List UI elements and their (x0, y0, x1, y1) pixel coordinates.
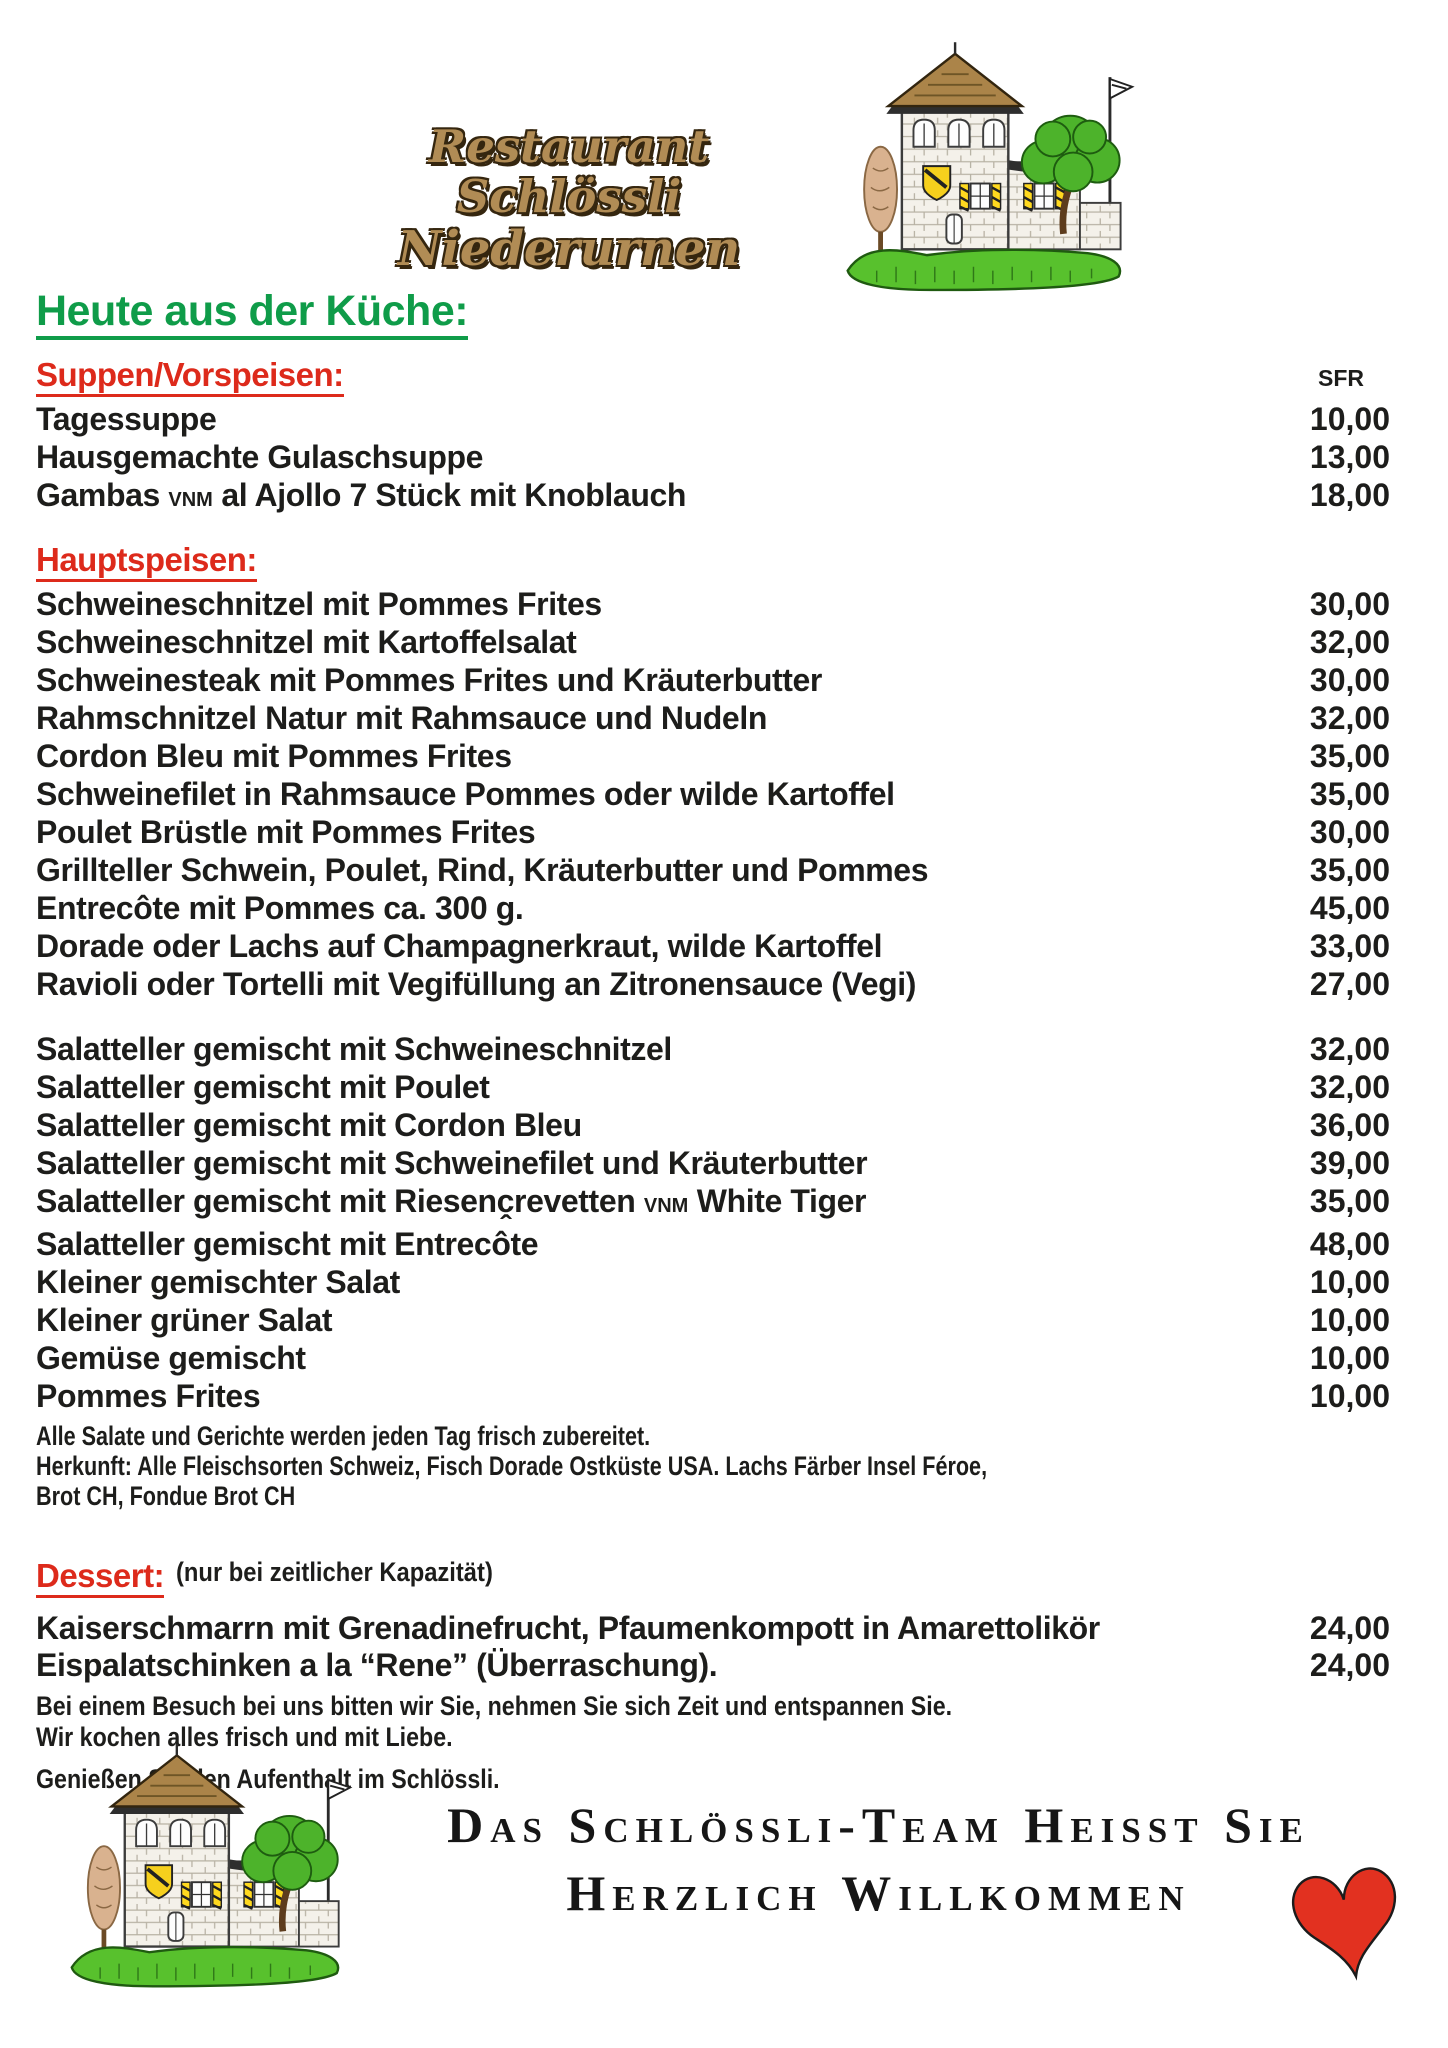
menu-item-name: Entrecôte mit Pommes ca. 300 g. (36, 890, 524, 926)
menu-item-row (36, 1339, 1390, 1377)
menu-item-name: Pommes Frites (36, 1378, 261, 1414)
menu-item-row (36, 889, 1390, 927)
menu-item-row (36, 965, 1390, 1003)
menu-item-price: 33,00 (1309, 928, 1390, 964)
section-heading-row (36, 541, 1390, 582)
note-line: Brot CH, Fondue Brot CH (36, 1481, 296, 1511)
dessert-availability-note: (nur bei zeitlicher Kapazität) (176, 1557, 493, 1587)
section-heading-row (36, 356, 1390, 397)
menu-item-row (36, 1610, 1390, 1647)
castle-illustration-bottom (62, 1744, 356, 1992)
menu-section (36, 1030, 1390, 1415)
vnm-marker: VNM (168, 489, 213, 511)
menu-item-row (36, 1144, 1390, 1182)
heart-icon (1272, 1849, 1424, 2004)
menu-item-row (36, 699, 1390, 737)
menu-item-row (36, 1377, 1390, 1415)
menu-item-row (36, 1301, 1390, 1339)
menu-item-row (36, 737, 1390, 775)
kitchen-notes (36, 1421, 1390, 1511)
menu-item-price: 24,00 (1309, 1647, 1390, 1683)
menu-item-price: 45,00 (1309, 890, 1390, 926)
menu-item-name: Salatteller gemischt mit Poulet (36, 1069, 490, 1105)
menu-item-price: 35,00 (1309, 1183, 1390, 1219)
menu-item-price: 18,00 (1309, 477, 1390, 513)
menu-item-row (36, 813, 1390, 851)
brand-location: Niederurnen (397, 221, 741, 277)
dessert-items (36, 1610, 1390, 1684)
menu-item-row (36, 1182, 1390, 1225)
menu-item-price: 32,00 (1309, 1069, 1390, 1105)
note-line: Herkunft: Alle Fleischsorten Schweiz, Fisch Dorade Ostküste USA. Lachs Färber Insel Féroe, (36, 1451, 988, 1481)
menu-item-row (36, 927, 1390, 965)
menu-item-name: Cordon Bleu mit Pommes Frites (36, 738, 512, 774)
menu-item-price: 32,00 (1309, 1031, 1390, 1067)
menu-item-row (36, 585, 1390, 623)
menu-item-name: Ravioli oder Tortelli mit Vegifüllung an Zitronensauce (Vegi) (36, 966, 917, 1002)
welcome-line-2: Herzlich Willkommen (566, 1865, 1191, 1921)
menu-item-name: Gemüse gemischt (36, 1340, 306, 1376)
menu-item-price: 32,00 (1309, 700, 1390, 736)
section-heading: Hauptspeisen: (36, 541, 257, 582)
menu-item-price: 39,00 (1309, 1145, 1390, 1181)
menu-item-row (36, 1647, 1390, 1684)
menu-item-price: 32,00 (1309, 624, 1390, 660)
menu-item-price: 30,00 (1309, 586, 1390, 622)
menu-section (36, 356, 1390, 519)
menu-item-name: Kaiserschmarrn mit Grenadinefrucht, Pfaumenkompott in Amarettolikör (36, 1610, 1100, 1646)
welcome-message (347, 1798, 1410, 1920)
menu-item-price: 10,00 (1309, 401, 1390, 437)
menu-item-name: Kleiner grüner Salat (36, 1302, 333, 1338)
menu-item-name: Tagessuppe (36, 401, 217, 437)
menu-item-row (36, 623, 1390, 661)
menu-item-price: 30,00 (1309, 814, 1390, 850)
menu-item-row (36, 661, 1390, 699)
page-title: Heute aus der Küche: (36, 288, 468, 340)
currency-label: SFR (1318, 365, 1364, 391)
note-line: Wir kochen alles frisch und mit Liebe. (36, 1722, 453, 1752)
farewell-note: Genießen Sie den Aufenthalt im Schlössli. (36, 1764, 500, 1794)
menu-item-name: Schweinesteak mit Pommes Frites und Kräuterbutter (36, 662, 822, 698)
menu-item-price: 27,00 (1309, 966, 1390, 1002)
menu-content (36, 0, 1390, 1795)
note-line: Bei einem Besuch bei uns bitten wir Sie, nehmen Sie sich Zeit und entspannen Sie. (36, 1691, 953, 1721)
menu-item-name: Poulet Brüstle mit Pommes Frites (36, 814, 536, 850)
menu-item-name: Salatteller gemischt mit Riesenc̭revetten VNM White Tiger (36, 1183, 867, 1219)
menu-item-row (36, 1068, 1390, 1106)
menu-item-name: Rahmschnitzel Natur mit Rahmsauce und Nudeln (36, 700, 767, 736)
section-heading: Suppen/Vorspeisen: (36, 356, 344, 397)
menu-item-price: 10,00 (1309, 1264, 1390, 1300)
menu-item-price: 48,00 (1309, 1226, 1390, 1262)
menu-item-price: 10,00 (1309, 1302, 1390, 1338)
menu-item-row (36, 438, 1390, 476)
menu-item-name: Salatteller gemischt mit Schweineschnitzel (36, 1031, 672, 1067)
menu-item-price: 10,00 (1309, 1340, 1390, 1376)
menu-item-row (36, 400, 1390, 438)
menu-item-name: Schweineschnitzel mit Kartoffelsalat (36, 624, 577, 660)
menu-item-name: Salatteller gemischt mit Schweinefilet und Kräuterbutter (36, 1145, 868, 1181)
menu-item-name: Eispalatschinken a la “Rene” (Überraschung). (36, 1647, 718, 1683)
menu-item-row (36, 476, 1390, 519)
menu-section (36, 541, 1390, 1003)
menu-item-price: 35,00 (1309, 738, 1390, 774)
menu-item-name: Salatteller gemischt mit Entrecôte (36, 1226, 539, 1262)
menu-item-row (36, 1263, 1390, 1301)
menu-item-row (36, 1106, 1390, 1144)
menu-item-price: 35,00 (1309, 776, 1390, 812)
brand-name: Restaurant Schlössli (428, 120, 710, 223)
menu-item-price: 13,00 (1309, 439, 1390, 475)
welcome-line-1: Das Schlössli-Team Heisst Sie (447, 1797, 1310, 1853)
menu-item-price: 24,00 (1309, 1610, 1390, 1646)
menu-item-name: Grillteller Schwein, Poulet, Rind, Kräuterbutter und Pommes (36, 852, 929, 888)
menu-item-price: 30,00 (1309, 662, 1390, 698)
menu-item-name: Dorade oder Lachs auf Champagnerkraut, wilde Kartoffel (36, 928, 883, 964)
menu-item-name: Schweineschnitzel mit Pommes Frites (36, 586, 602, 622)
vnm-marker: VNM (643, 1195, 689, 1217)
menu-item-name: Hausgemachte Gulaschsuppe (36, 439, 484, 475)
dessert-heading: Dessert: (36, 1557, 164, 1598)
menu-item-price: 36,00 (1309, 1107, 1390, 1143)
menu-item-name: Kleiner gemischter Salat (36, 1264, 400, 1300)
menu-item-row (36, 851, 1390, 889)
menu-item-name: Salatteller gemischt mit Cordon Bleu (36, 1107, 582, 1143)
menu-item-price: 35,00 (1309, 852, 1390, 888)
menu-item-price: 10,00 (1309, 1378, 1390, 1414)
note-line: Alle Salate und Gerichte werden jeden Tag frisch zubereitet. (36, 1421, 651, 1451)
menu-item-name: Gambas VNM al Ajollo 7 Stück mit Knoblauch (36, 477, 687, 513)
menu-sections (36, 356, 1390, 1415)
menu-item-name: Schweinefilet in Rahmsauce Pommes oder wilde Kartoffel (36, 776, 895, 812)
menu-item-row (36, 1030, 1390, 1068)
menu-item-row (36, 1225, 1390, 1263)
menu-item-row (36, 775, 1390, 813)
